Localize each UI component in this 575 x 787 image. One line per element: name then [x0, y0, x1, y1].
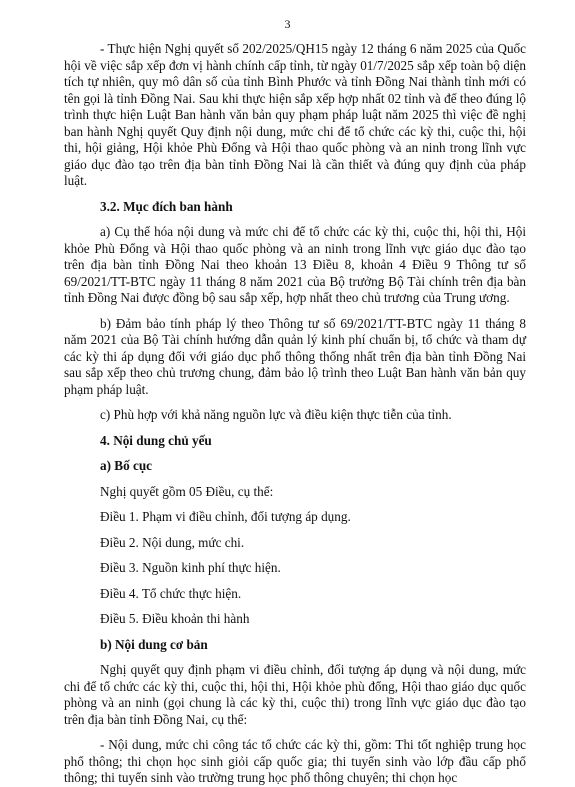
- list-intro: Nghị quyết gồm 05 Điều, cụ thể:: [100, 483, 274, 499]
- article-4: Điều 4. Tổ chức thực hiện.: [100, 585, 242, 601]
- paragraph-implementation: - Thực hiện Nghị quyết số 202/2025/QH15 ngày 12 tháng 6 năm 2025 của Quốc hội về việc sắp xếp đơn vị hành chính cấp tỉnh, từ ngày 01/7/2025 sắp xếp toàn bộ diện tích tự nhiên, quy mô dân số của tỉnh Bình Phước và tỉnh Đồng Nai thành tỉnh mới có tên gọi là tỉnh Đồng Nai. Sau khi thực hiện sắp xếp hợp nhất 02 tỉnh và để theo đúng lộ trình thực hiện Luật Ban hành văn bản quy phạm pháp luật năm 2025 thì việc đề nghị ban hành Nghị quyết Quy định nội dung, mức chi để tổ chức các kỳ thi, cuộc thi, hội thi, hội giảng, Hội khỏe Phù Đổng và Hội thao quốc phòng và an ninh trong lĩnh vực giáo dục đào tạo trên địa bàn tỉnh Đồng Nai là cần thiết và đúng quy định của pháp luật.: [64, 41, 526, 188]
- heading-a-layout: a) Bố cục: [100, 458, 153, 473]
- heading-3-2-purpose: 3.2. Mục đích ban hành: [100, 198, 233, 214]
- heading-b-basic-content: b) Nội dung cơ bản: [100, 636, 208, 652]
- article-5: Điều 5. Điều khoản thi hành: [100, 611, 250, 626]
- article-3: Điều 3. Nguồn kinh phí thực hiện.: [100, 560, 281, 575]
- paragraph-purpose-c: c) Phù hợp với khả năng nguồn lực và điều kiện thực tiễn của tỉnh.: [100, 407, 452, 422]
- paragraph-purpose-b: b) Đảm bảo tính pháp lý theo Thông tư số 69/2021/TT-BTC ngày 11 tháng 8 năm 2021 của Bộ Tài chính hướng dẫn quản lý kinh phí chuẩn bị, tổ chức và tham dự các kỳ thi áp dụng đối với giáo dục phổ thông thống nhất trên địa bàn tỉnh Đồng Nai sau sắp xếp theo chủ trương chung, đảm bảo lộ trình theo Luật Ban hành văn bản quy phạm pháp luật.: [64, 315, 526, 397]
- article-1: Điều 1. Phạm vi điều chỉnh, đối tượng áp dụng.: [100, 509, 351, 524]
- paragraph-purpose-a: a) Cụ thể hóa nội dung và mức chi để tổ chức các kỳ thi, cuộc thi, hội thi, Hội khỏe Phù Đổng và Hội thao quốc phòng và an ninh trong lĩnh vực giáo dục đào tạo trên địa bàn tỉnh Đồng Nai theo khoản 13 Điều 8, khoản 4 Điều 9 Thông tư số 69/2021/TT-BTC ngày 11 tháng 8 năm 2021 của Bộ trưởng Bộ Tài chính trên địa bàn tỉnh Đồng Nai được đồng bộ sau sắp xếp, hợp nhất theo chủ trương của Trung ương.: [64, 224, 526, 305]
- heading-4-main-content: 4. Nội dung chủ yếu: [100, 432, 212, 448]
- page-number: 3: [284, 17, 291, 31]
- document-body: [64, 41, 526, 787]
- paragraph-exam-content: - Nội dung, mức chi công tác tổ chức các kỳ thi, gồm: Thi tốt nghiệp trung học phổ thông; thi chọn học sinh giỏi cấp quốc gia; thi tuyển sinh vào lớp đầu cấp phổ thông; thi tuyển sinh vào trường trung học phổ thông chuyên; thi chọn học: [64, 737, 526, 785]
- article-2: Điều 2. Nội dung, mức chi.: [100, 534, 245, 550]
- paragraph-resolution-scope: Nghị quyết quy định phạm vi điều chỉnh, đối tượng áp dụng và nội dung, mức chi để tổ chức các kỳ thi, cuộc thi, hội thi, Hội khỏe phù đổng, Hội thao giáo dục quốc phòng và an ninh (gọi chung là các kỳ thi, cuộc thi) trong lĩnh vực giáo dục đào tạo trên địa bàn tỉnh Đồng Nai, cụ thể:: [64, 662, 526, 727]
